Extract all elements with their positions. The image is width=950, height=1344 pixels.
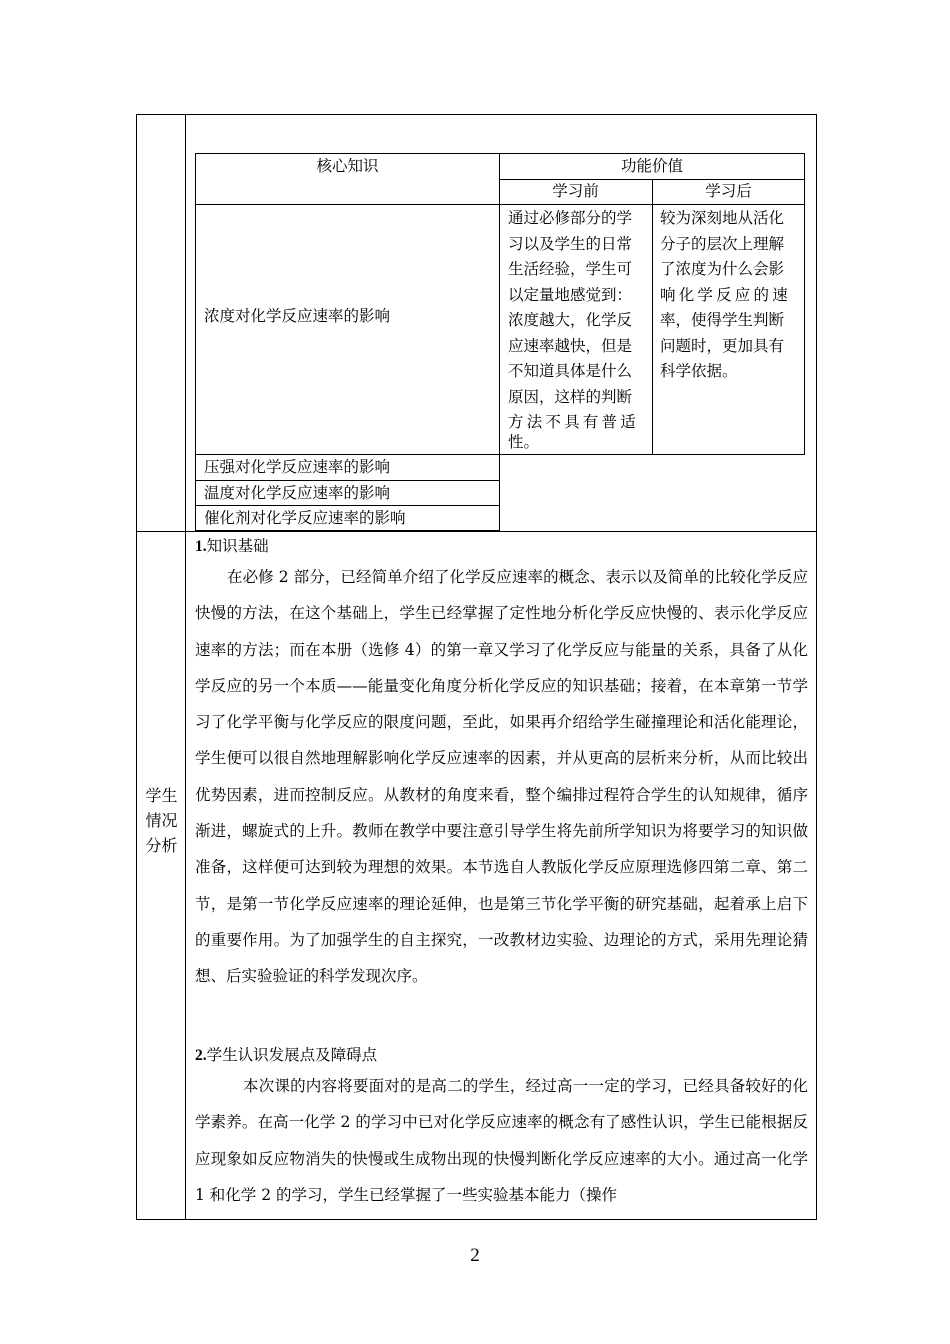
section1-title: 知识基础 — [206, 538, 269, 555]
outer-label-divider — [185, 114, 186, 1220]
label-line: 学生 — [145, 786, 178, 805]
after-line: 科学依据。 — [660, 362, 738, 380]
header-function-value: 功能价值 — [620, 157, 683, 175]
inner-col-divider — [499, 153, 500, 531]
header-after-learning: 学习后 — [705, 182, 752, 200]
header-core-knowledge: 核心知识 — [316, 157, 379, 175]
section2-title: 学生认识发展点及障碍点 — [206, 1047, 378, 1064]
after-line: 响化学反应的速 — [660, 285, 791, 304]
inner-before-after-divider — [652, 179, 653, 455]
after-line: 了浓度为什么会影 — [660, 260, 785, 278]
topic-concentration: 浓度对化学反应速率的影响 — [204, 307, 391, 325]
after-line: 分子的层次上理解 — [660, 234, 785, 253]
after-line: 问题时，更加具有 — [660, 336, 785, 355]
label-line: 情况 — [145, 811, 178, 830]
page-number: 2 — [470, 1245, 480, 1266]
before-line: 通过必修部分的学 — [508, 209, 633, 227]
section1-paragraph: 在必修 2 部分，已经简单介绍了化学反应速率的概念、表示以及简单的比较化学反应快慢的方法，在这个基础上，学生已经掌握了定性地分析化学反应快慢的、表示化学反应速率的方法；而在本册（选修 4）的第一章又学习了化学反应与能量的关系，具备了从化学反应的另一个本质——能量变化角度分析化学反应的知识基础；接着，在本章第一节学习了化学平衡与化学反应的限度问题，至此，如果再介绍给学生碰撞理论和活化能理论，学生便可以很自然地理解影响化学反应速率的因素，并从更高的层析来分析，从而比较出优势因素，进而控制反应。从教材的角度来看，整个编排过程符合学生的认知规律，循序渐进，螺旋式的上升。教师在教学中要注意引导学生将先前所学知识为将要学习的知识做准备，这样便可达到较为理想的效果。本节选自人教版化学反应原理选修四第二章、第二节，是第一节化学反应速率的理论延伸，也是第三节化学平衡的研究基础，起着承上启下的重要作用。为了加强学生的自主探究，一改教材边实验、边理论的方式，采用先理论猜想、后实验验证的科学发现次序。 — [195, 568, 808, 986]
section2-paragraph: 本次课的内容将要面对的是高二的学生，经过高一一定的学习，已经具备较好的化学素养。在高一化学 2 的学习中已对化学反应速率的概念有了感性认识，学生已能根据反应现象如反应物消失的快慢或生成物出现的快慢判断化学反应速率的大小。通过高一化学 1 和化学 2 的学习，学生已经掌握了一些实验基本能力（操作 — [195, 1077, 808, 1204]
before-line: 以定量地感觉到： — [508, 285, 633, 304]
section2-heading — [195, 1046, 377, 1066]
before-line: 应速率越快，但是 — [508, 336, 633, 355]
outer-bottom-border — [136, 1219, 817, 1220]
before-line: 不知道具体是什么 — [508, 362, 633, 380]
topic-temperature: 温度对化学反应速率的影响 — [204, 483, 391, 502]
before-line: 性。 — [508, 433, 540, 451]
outer-left-border — [136, 114, 137, 1220]
before-line: 浓度越大，化学反 — [508, 311, 633, 329]
header-before-learning: 学习前 — [552, 182, 599, 200]
before-line: 生活经验，学生可 — [508, 260, 633, 278]
topic-pressure: 压强对化学反应速率的影响 — [204, 458, 391, 476]
section2-number: 2. — [195, 1047, 207, 1064]
before-line: 方法不具有普适 — [508, 413, 639, 431]
section1-heading — [195, 537, 269, 557]
outer-right-border — [816, 114, 817, 1220]
outer-row-divider — [136, 531, 817, 532]
after-line: 率，使得学生判断 — [660, 311, 785, 329]
outer-top-border — [136, 114, 817, 115]
after-line: 较为深刻地从活化 — [660, 209, 785, 227]
before-line: 习以及学生的日常 — [508, 234, 633, 253]
section1-number: 1. — [195, 538, 207, 555]
inner-left-border — [195, 153, 196, 531]
topic-catalyst: 催化剂对化学反应速率的影响 — [204, 508, 406, 527]
label-line: 分析 — [145, 836, 178, 855]
before-line: 原因，这样的判断 — [508, 387, 633, 406]
